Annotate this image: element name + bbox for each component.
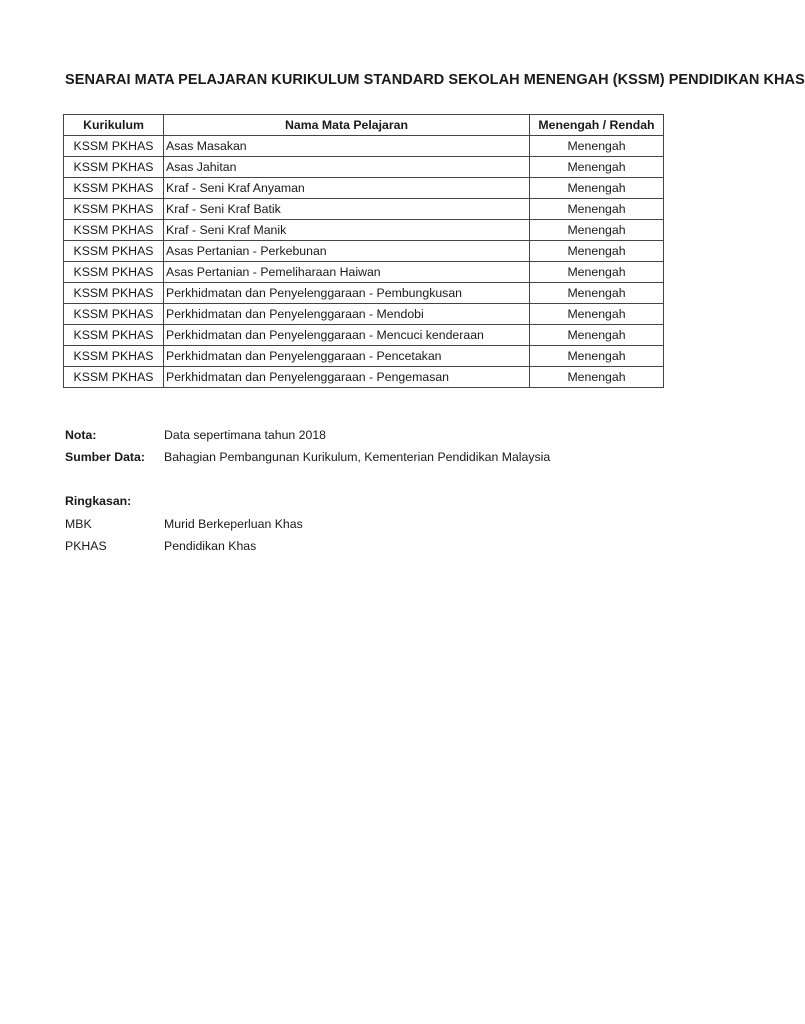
table-row <box>64 220 664 241</box>
ringkasan-abbr: PKHAS <box>65 539 107 553</box>
cell-menengah-rendah: Menengah <box>530 262 664 283</box>
cell-nama-mata-pelajaran: Kraf - Seni Kraf Batik <box>164 199 530 220</box>
cell-nama-mata-pelajaran: Asas Masakan <box>164 136 530 157</box>
page-title: SENARAI MATA PELAJARAN KURIKULUM STANDARD SEKOLAH MENENGAH (KSSM) PENDIDIKAN KHAS <box>65 72 805 88</box>
cell-menengah-rendah: Menengah <box>530 241 664 262</box>
cell-menengah-rendah: Menengah <box>530 136 664 157</box>
cell-menengah-rendah: Menengah <box>530 157 664 178</box>
cell-nama-mata-pelajaran: Perkhidmatan dan Penyelenggaraan - Mendobi <box>164 304 530 325</box>
table-body <box>64 136 664 388</box>
nota-label: Nota: <box>65 428 97 442</box>
cell-kurikulum: KSSM PKHAS <box>64 220 164 241</box>
ringkasan-meaning: Murid Berkeperluan Khas <box>164 516 303 531</box>
table-row <box>64 136 664 157</box>
column-header-kurikulum: Kurikulum <box>64 115 164 136</box>
cell-menengah-rendah: Menengah <box>530 367 664 388</box>
cell-kurikulum: KSSM PKHAS <box>64 136 164 157</box>
cell-menengah-rendah: Menengah <box>530 346 664 367</box>
cell-nama-mata-pelajaran: Perkhidmatan dan Penyelenggaraan - Pencetakan <box>164 346 530 367</box>
cell-kurikulum: KSSM PKHAS <box>64 325 164 346</box>
cell-nama-mata-pelajaran: Perkhidmatan dan Penyelenggaraan - Pengemasan <box>164 367 530 388</box>
cell-nama-mata-pelajaran: Kraf - Seni Kraf Anyaman <box>164 178 530 199</box>
ringkasan-meaning: Pendidikan Khas <box>164 539 257 553</box>
cell-kurikulum: KSSM PKHAS <box>64 241 164 262</box>
table-row <box>64 346 664 367</box>
ringkasan-heading: Ringkasan: <box>65 494 132 508</box>
cell-kurikulum: KSSM PKHAS <box>64 283 164 304</box>
table-row <box>64 178 664 199</box>
cell-menengah-rendah: Menengah <box>530 304 664 325</box>
sumber-data-value: Bahagian Pembangunan Kurikulum, Kementerian Pendidikan Malaysia <box>164 450 551 464</box>
cell-kurikulum: KSSM PKHAS <box>64 367 164 388</box>
table-row <box>64 157 664 178</box>
cell-nama-mata-pelajaran: Asas Jahitan <box>164 157 530 178</box>
cell-nama-mata-pelajaran: Asas Pertanian - Perkebunan <box>164 241 530 262</box>
cell-nama-mata-pelajaran: Asas Pertanian - Pemeliharaan Haiwan <box>164 262 530 283</box>
cell-nama-mata-pelajaran: Perkhidmatan dan Penyelenggaraan - Pembungkusan <box>164 283 530 304</box>
table-row <box>64 325 664 346</box>
sumber-data-label: Sumber Data: <box>65 450 145 464</box>
cell-kurikulum: KSSM PKHAS <box>64 304 164 325</box>
nota-value: Data sepertimana tahun 2018 <box>164 428 327 442</box>
ringkasan-item <box>65 513 303 536</box>
notes-section <box>65 424 550 468</box>
cell-menengah-rendah: Menengah <box>530 199 664 220</box>
note-row-sumber-data <box>65 446 550 468</box>
cell-menengah-rendah: Menengah <box>530 283 664 304</box>
table-row <box>64 262 664 283</box>
ringkasan-abbr: MBK <box>65 516 92 531</box>
cell-nama-mata-pelajaran: Kraf - Seni Kraf Manik <box>164 220 530 241</box>
table-row <box>64 241 664 262</box>
cell-kurikulum: KSSM PKHAS <box>64 262 164 283</box>
cell-nama-mata-pelajaran: Perkhidmatan dan Penyelenggaraan - Mencuci kenderaan <box>164 325 530 346</box>
cell-kurikulum: KSSM PKHAS <box>64 346 164 367</box>
table-row <box>64 367 664 388</box>
ringkasan-section <box>65 490 303 558</box>
cell-kurikulum: KSSM PKHAS <box>64 157 164 178</box>
page-title-container <box>65 71 805 89</box>
table-row <box>64 304 664 325</box>
cell-menengah-rendah: Menengah <box>530 178 664 199</box>
cell-menengah-rendah: Menengah <box>530 325 664 346</box>
subjects-table <box>63 114 664 388</box>
column-header-menengah-rendah: Menengah / Rendah <box>530 115 664 136</box>
table-row <box>64 199 664 220</box>
ringkasan-item <box>65 535 303 558</box>
cell-kurikulum: KSSM PKHAS <box>64 178 164 199</box>
cell-kurikulum: KSSM PKHAS <box>64 199 164 220</box>
note-row-nota <box>65 424 550 446</box>
cell-menengah-rendah: Menengah <box>530 220 664 241</box>
table-row <box>64 283 664 304</box>
table-header-row <box>64 115 664 136</box>
column-header-nama-mata-pelajaran: Nama Mata Pelajaran <box>164 115 530 136</box>
